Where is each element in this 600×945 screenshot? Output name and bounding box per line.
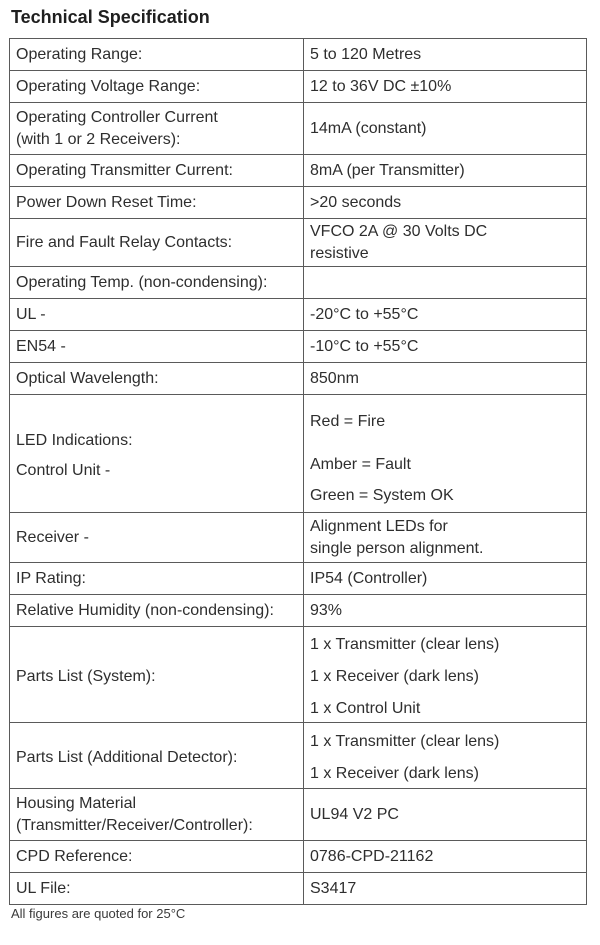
table-row bbox=[10, 789, 587, 841]
spec-value: -10°C to +55°C bbox=[304, 331, 587, 363]
table-row bbox=[10, 219, 587, 267]
spec-value: IP54 (Controller) bbox=[304, 563, 587, 595]
table-row bbox=[10, 103, 587, 155]
spec-value-line: 1 x Receiver (dark lens) bbox=[310, 667, 479, 685]
spec-value-line: Alignment LEDs for bbox=[310, 517, 448, 535]
spec-label: Operating Transmitter Current: bbox=[10, 155, 304, 187]
spec-label bbox=[10, 103, 304, 155]
spec-value bbox=[304, 627, 587, 723]
spec-label bbox=[10, 789, 304, 841]
spec-label-line: (with 1 or 2 Receivers): bbox=[16, 130, 181, 148]
spec-label-line: LED Indications: bbox=[16, 432, 133, 449]
spec-value: 0786-CPD-21162 bbox=[304, 841, 587, 873]
spec-value-line: Green = System OK bbox=[310, 486, 454, 504]
spec-value-line: resistive bbox=[310, 244, 369, 262]
spec-label bbox=[10, 723, 304, 789]
spec-label: Power Down Reset Time: bbox=[10, 187, 304, 219]
table-row bbox=[10, 723, 587, 789]
spec-value-line: Amber = Fault bbox=[310, 455, 411, 473]
spec-label: Operating Temp. (non-condensing): bbox=[10, 267, 304, 299]
spec-table bbox=[9, 38, 587, 905]
spec-label bbox=[10, 627, 304, 723]
table-row bbox=[10, 841, 587, 873]
table-row bbox=[10, 595, 587, 627]
spec-value-line: 1 x Receiver (dark lens) bbox=[310, 764, 479, 782]
spec-label-line: Parts List (System): bbox=[16, 667, 156, 685]
table-row bbox=[10, 39, 587, 71]
table-row bbox=[10, 363, 587, 395]
spec-label: CPD Reference: bbox=[10, 841, 304, 873]
spec-label-line: Control Unit - bbox=[16, 462, 111, 479]
spec-label: Fire and Fault Relay Contacts: bbox=[10, 219, 304, 267]
spec-value bbox=[304, 395, 587, 513]
table-row bbox=[10, 331, 587, 363]
table-row bbox=[10, 267, 587, 299]
spec-label: UL - bbox=[10, 299, 304, 331]
table-row bbox=[10, 513, 587, 563]
spec-value: 8mA (per Transmitter) bbox=[304, 155, 587, 187]
spec-value: S3417 bbox=[304, 873, 587, 905]
spec-value bbox=[304, 723, 587, 789]
spec-value: 12 to 36V DC ±10% bbox=[304, 71, 587, 103]
table-row bbox=[10, 873, 587, 905]
spec-value: UL94 V2 PC bbox=[304, 789, 587, 841]
spec-value: 14mA (constant) bbox=[304, 103, 587, 155]
spec-value bbox=[304, 219, 587, 267]
spec-value bbox=[304, 267, 587, 299]
spec-label bbox=[10, 395, 304, 513]
table-row bbox=[10, 71, 587, 103]
spec-label: IP Rating: bbox=[10, 563, 304, 595]
page-title: Technical Specification bbox=[11, 7, 210, 27]
spec-label: EN54 - bbox=[10, 331, 304, 363]
spec-value bbox=[304, 513, 587, 563]
table-row bbox=[10, 563, 587, 595]
spec-value: 93% bbox=[304, 595, 587, 627]
spec-label: UL File: bbox=[10, 873, 304, 905]
spec-label: Relative Humidity (non-condensing): bbox=[10, 595, 304, 627]
spec-label: Operating Voltage Range: bbox=[10, 71, 304, 103]
spec-label: Operating Range: bbox=[10, 39, 304, 71]
spec-label: Optical Wavelength: bbox=[10, 363, 304, 395]
table-row bbox=[10, 627, 587, 723]
spec-value-line: VFCO 2A @ 30 Volts DC bbox=[310, 222, 488, 240]
table-row bbox=[10, 187, 587, 219]
spec-label: Receiver - bbox=[10, 513, 304, 563]
spec-value: 5 to 120 Metres bbox=[304, 39, 587, 71]
spec-value-line: 1 x Control Unit bbox=[310, 699, 421, 717]
spec-label-line: Parts List (Additional Detector): bbox=[16, 748, 238, 766]
spec-label-line: Housing Material bbox=[16, 794, 137, 812]
table-row bbox=[10, 155, 587, 187]
spec-value-line: 1 x Transmitter (clear lens) bbox=[310, 635, 500, 653]
footnote: All figures are quoted for 25°C bbox=[11, 906, 186, 921]
spec-value-line: Red = Fire bbox=[310, 412, 386, 430]
spec-value: 850nm bbox=[304, 363, 587, 395]
table-row bbox=[10, 395, 587, 513]
table-row bbox=[10, 299, 587, 331]
spec-label-line: Operating Controller Current bbox=[16, 108, 218, 126]
spec-value: >20 seconds bbox=[304, 187, 587, 219]
spec-value-line: single person alignment. bbox=[310, 539, 484, 557]
spec-value-line: 1 x Transmitter (clear lens) bbox=[310, 732, 500, 750]
spec-label-line: (Transmitter/Receiver/Controller): bbox=[16, 816, 253, 834]
spec-value: -20°C to +55°C bbox=[304, 299, 587, 331]
